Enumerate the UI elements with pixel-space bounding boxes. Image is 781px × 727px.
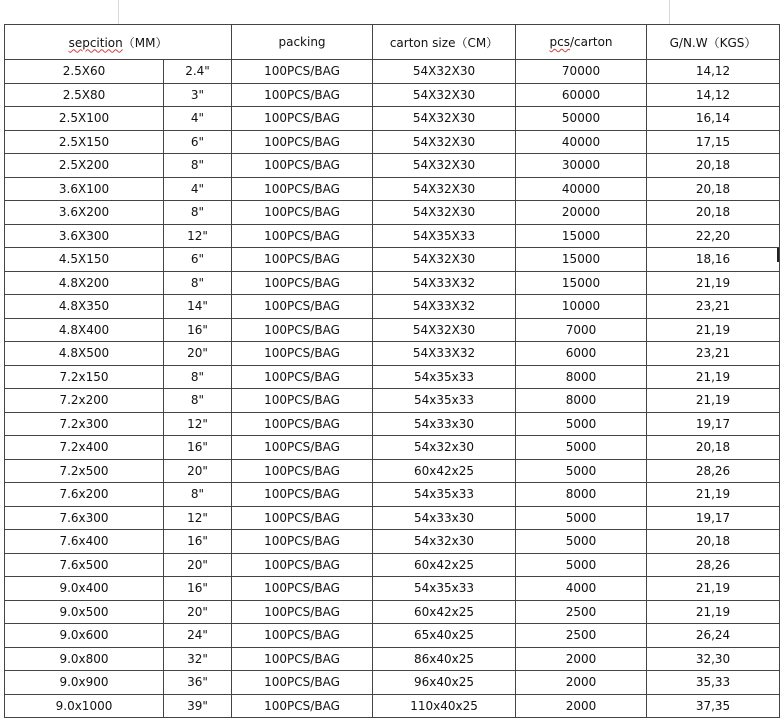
cell-gross-net-weight: 19,17: [647, 412, 780, 436]
cell-specification: 7.2x400: [5, 436, 164, 460]
cell-specification: 7.2x150: [5, 365, 164, 389]
cell-specification: 7.2x300: [5, 412, 164, 436]
specification-table: [4, 24, 780, 718]
cell-packing: 100PCS/BAG: [232, 295, 373, 319]
cell-specification: 4.8X350: [5, 295, 164, 319]
cell-pcs-per-carton: 2500: [516, 624, 647, 648]
cell-packing: 100PCS/BAG: [232, 60, 373, 84]
spellcheck-word: sepcition: [68, 35, 123, 50]
cell-specification: 2.5X100: [5, 107, 164, 131]
table-row: [5, 506, 780, 530]
table-row: [5, 201, 780, 225]
cell-specification: 7.6x500: [5, 553, 164, 577]
cell-specification: 9.0x400: [5, 577, 164, 601]
cell-pcs-per-carton: 5000: [516, 506, 647, 530]
cell-gross-net-weight: 20,18: [647, 154, 780, 178]
table-row: [5, 577, 780, 601]
cell-gross-net-weight: 22,20: [647, 224, 780, 248]
cell-gross-net-weight: 14,12: [647, 83, 780, 107]
cell-gross-net-weight: 21,19: [647, 483, 780, 507]
table-row: [5, 177, 780, 201]
cell-length-inch: 2.4": [164, 60, 232, 84]
cell-specification: 4.5X150: [5, 248, 164, 272]
cell-pcs-per-carton: 5000: [516, 436, 647, 460]
cell-length-inch: 8": [164, 389, 232, 413]
cell-packing: 100PCS/BAG: [232, 483, 373, 507]
cell-carton-size: 65x40x25: [373, 624, 516, 648]
cell-specification: 2.5X200: [5, 154, 164, 178]
cell-gross-net-weight: 28,26: [647, 459, 780, 483]
cell-length-inch: 8": [164, 365, 232, 389]
cell-carton-size: 54X32X30: [373, 130, 516, 154]
cell-specification: 7.2x200: [5, 389, 164, 413]
cell-specification: 2.5X80: [5, 83, 164, 107]
cell-specification: 4.8X400: [5, 318, 164, 342]
cell-packing: 100PCS/BAG: [232, 671, 373, 695]
cell-pcs-per-carton: 15000: [516, 248, 647, 272]
cell-packing: 100PCS/BAG: [232, 201, 373, 225]
cell-pcs-per-carton: 2000: [516, 671, 647, 695]
table-row: [5, 624, 780, 648]
cell-gross-net-weight: 23,21: [647, 295, 780, 319]
cell-length-inch: 8": [164, 201, 232, 225]
cell-pcs-per-carton: 15000: [516, 271, 647, 295]
cell-carton-size: 54x35x33: [373, 365, 516, 389]
header-pcs-carton: pcs/carton: [516, 25, 647, 60]
cell-packing: 100PCS/BAG: [232, 248, 373, 272]
cell-gross-net-weight: 18,16: [647, 248, 780, 272]
cell-pcs-per-carton: 10000: [516, 295, 647, 319]
cell-gross-net-weight: 17,15: [647, 130, 780, 154]
cell-pcs-per-carton: 2000: [516, 647, 647, 671]
cell-gross-net-weight: 20,18: [647, 201, 780, 225]
cell-packing: 100PCS/BAG: [232, 83, 373, 107]
table-row: [5, 412, 780, 436]
cell-length-inch: 8": [164, 271, 232, 295]
cell-carton-size: 96x40x25: [373, 671, 516, 695]
cell-pcs-per-carton: 2000: [516, 694, 647, 718]
cell-carton-size: 110x40x25: [373, 694, 516, 718]
cell-packing: 100PCS/BAG: [232, 318, 373, 342]
cell-pcs-per-carton: 5000: [516, 459, 647, 483]
cell-specification: 9.0x800: [5, 647, 164, 671]
cell-gross-net-weight: 20,18: [647, 177, 780, 201]
cell-packing: 100PCS/BAG: [232, 154, 373, 178]
cell-packing: 100PCS/BAG: [232, 389, 373, 413]
table-row: [5, 154, 780, 178]
table-row: [5, 647, 780, 671]
cell-carton-size: 54X33X32: [373, 342, 516, 366]
table-row: [5, 295, 780, 319]
cell-length-inch: 32": [164, 647, 232, 671]
cell-gross-net-weight: 35,33: [647, 671, 780, 695]
cell-specification: 4.8X500: [5, 342, 164, 366]
cell-length-inch: 8": [164, 483, 232, 507]
cell-pcs-per-carton: 40000: [516, 177, 647, 201]
cell-specification: 3.6X200: [5, 201, 164, 225]
cell-specification: 4.8X200: [5, 271, 164, 295]
cell-gross-net-weight: 20,18: [647, 436, 780, 460]
cell-packing: 100PCS/BAG: [232, 342, 373, 366]
header-gross-net-weight: G/N.W（KGS）: [647, 25, 780, 60]
cell-pcs-per-carton: 20000: [516, 201, 647, 225]
cell-carton-size: 54x32x30: [373, 530, 516, 554]
table-row: [5, 365, 780, 389]
cell-gross-net-weight: 23,21: [647, 342, 780, 366]
column-guide-line: [118, 0, 119, 24]
cell-pcs-per-carton: 5000: [516, 412, 647, 436]
cell-pcs-per-carton: 5000: [516, 530, 647, 554]
cell-packing: 100PCS/BAG: [232, 694, 373, 718]
cell-carton-size: 54X32X30: [373, 107, 516, 131]
cell-length-inch: 4": [164, 107, 232, 131]
cell-gross-net-weight: 21,19: [647, 600, 780, 624]
cell-gross-net-weight: 21,19: [647, 271, 780, 295]
cell-specification: 3.6X300: [5, 224, 164, 248]
header-carton-size: carton size（CM）: [373, 25, 516, 60]
cell-length-inch: 8": [164, 154, 232, 178]
cell-carton-size: 54X32X30: [373, 83, 516, 107]
cell-carton-size: 54x35x33: [373, 483, 516, 507]
cell-length-inch: 20": [164, 553, 232, 577]
cell-carton-size: 86x40x25: [373, 647, 516, 671]
cell-specification: 7.2x500: [5, 459, 164, 483]
cell-length-inch: 3": [164, 83, 232, 107]
cell-gross-net-weight: 14,12: [647, 60, 780, 84]
cell-carton-size: 54X33X32: [373, 295, 516, 319]
cell-packing: 100PCS/BAG: [232, 600, 373, 624]
cell-length-inch: 24": [164, 624, 232, 648]
cell-length-inch: 20": [164, 459, 232, 483]
cell-length-inch: 6": [164, 248, 232, 272]
cell-length-inch: 16": [164, 436, 232, 460]
cell-carton-size: 54x33x30: [373, 506, 516, 530]
table-row: [5, 694, 780, 718]
cell-pcs-per-carton: 60000: [516, 83, 647, 107]
cell-packing: 100PCS/BAG: [232, 412, 373, 436]
cell-specification: 9.0x500: [5, 600, 164, 624]
cell-carton-size: 60x42x25: [373, 459, 516, 483]
cell-pcs-per-carton: 70000: [516, 60, 647, 84]
cell-packing: 100PCS/BAG: [232, 624, 373, 648]
cell-pcs-per-carton: 8000: [516, 483, 647, 507]
cell-carton-size: 54X32X30: [373, 60, 516, 84]
header-packing: packing: [232, 25, 373, 60]
cell-carton-size: 54x32x30: [373, 436, 516, 460]
cell-gross-net-weight: 20,18: [647, 530, 780, 554]
table-row: [5, 671, 780, 695]
cell-length-inch: 16": [164, 530, 232, 554]
table-row: [5, 130, 780, 154]
cell-specification: 7.6x300: [5, 506, 164, 530]
cell-packing: 100PCS/BAG: [232, 177, 373, 201]
cell-gross-net-weight: 32,30: [647, 647, 780, 671]
table-row: [5, 459, 780, 483]
cell-carton-size: 54X35X33: [373, 224, 516, 248]
cell-packing: 100PCS/BAG: [232, 224, 373, 248]
cell-length-inch: 36": [164, 671, 232, 695]
cell-packing: 100PCS/BAG: [232, 530, 373, 554]
cell-gross-net-weight: 21,19: [647, 577, 780, 601]
cell-gross-net-weight: 19,17: [647, 506, 780, 530]
table-row: [5, 342, 780, 366]
cell-pcs-per-carton: 30000: [516, 154, 647, 178]
cell-carton-size: 54X32X30: [373, 318, 516, 342]
table-header-row: [5, 25, 780, 60]
cell-carton-size: 54X32X30: [373, 177, 516, 201]
table-row: [5, 83, 780, 107]
cell-specification: 9.0x1000: [5, 694, 164, 718]
cell-gross-net-weight: 28,26: [647, 553, 780, 577]
cell-pcs-per-carton: 2500: [516, 600, 647, 624]
cell-pcs-per-carton: 6000: [516, 342, 647, 366]
cell-gross-net-weight: 21,19: [647, 389, 780, 413]
cell-gross-net-weight: 37,35: [647, 694, 780, 718]
cell-pcs-per-carton: 5000: [516, 553, 647, 577]
cell-length-inch: 12": [164, 412, 232, 436]
cell-carton-size: 60x42x25: [373, 553, 516, 577]
cell-packing: 100PCS/BAG: [232, 506, 373, 530]
cell-gross-net-weight: 21,19: [647, 365, 780, 389]
cell-length-inch: 14": [164, 295, 232, 319]
cell-packing: 100PCS/BAG: [232, 459, 373, 483]
column-guide-line: [669, 0, 670, 24]
cell-length-inch: 20": [164, 600, 232, 624]
table-row: [5, 107, 780, 131]
table-row: [5, 60, 780, 84]
cell-packing: 100PCS/BAG: [232, 107, 373, 131]
table-row: [5, 436, 780, 460]
cell-carton-size: 54X32X30: [373, 154, 516, 178]
cell-specification: 2.5X150: [5, 130, 164, 154]
cell-pcs-per-carton: 7000: [516, 318, 647, 342]
spellcheck-word: pcs: [549, 35, 570, 49]
cell-length-inch: 20": [164, 342, 232, 366]
cell-carton-size: 54X32X30: [373, 201, 516, 225]
cell-specification: 7.6x400: [5, 530, 164, 554]
table-row: [5, 600, 780, 624]
cell-packing: 100PCS/BAG: [232, 365, 373, 389]
table-row: [5, 530, 780, 554]
cell-packing: 100PCS/BAG: [232, 647, 373, 671]
table-row: [5, 553, 780, 577]
cell-pcs-per-carton: 40000: [516, 130, 647, 154]
cell-carton-size: 54X33X32: [373, 271, 516, 295]
cell-gross-net-weight: 21,19: [647, 318, 780, 342]
cell-packing: 100PCS/BAG: [232, 436, 373, 460]
cell-packing: 100PCS/BAG: [232, 130, 373, 154]
cell-carton-size: 60x42x25: [373, 600, 516, 624]
cell-length-inch: 12": [164, 224, 232, 248]
cell-carton-size: 54x35x33: [373, 577, 516, 601]
cell-length-inch: 6": [164, 130, 232, 154]
table-row: [5, 271, 780, 295]
cell-length-inch: 16": [164, 577, 232, 601]
cell-specification: 9.0x900: [5, 671, 164, 695]
cell-pcs-per-carton: 8000: [516, 365, 647, 389]
cell-length-inch: 4": [164, 177, 232, 201]
cell-packing: 100PCS/BAG: [232, 271, 373, 295]
cell-length-inch: 16": [164, 318, 232, 342]
table-row: [5, 389, 780, 413]
table-row: [5, 248, 780, 272]
table-row: [5, 224, 780, 248]
cell-pcs-per-carton: 4000: [516, 577, 647, 601]
cell-length-inch: 39": [164, 694, 232, 718]
cell-packing: 100PCS/BAG: [232, 553, 373, 577]
cell-specification: 2.5X60: [5, 60, 164, 84]
cell-pcs-per-carton: 15000: [516, 224, 647, 248]
header-specification: sepcition（MM）: [5, 25, 232, 60]
cell-gross-net-weight: 26,24: [647, 624, 780, 648]
cell-pcs-per-carton: 50000: [516, 107, 647, 131]
cell-carton-size: 54x33x30: [373, 412, 516, 436]
cell-length-inch: 12": [164, 506, 232, 530]
cell-specification: 9.0x600: [5, 624, 164, 648]
cell-gross-net-weight: 16,14: [647, 107, 780, 131]
cell-pcs-per-carton: 8000: [516, 389, 647, 413]
cell-packing: 100PCS/BAG: [232, 577, 373, 601]
table-row: [5, 483, 780, 507]
table-row: [5, 318, 780, 342]
cell-carton-size: 54X32X30: [373, 248, 516, 272]
cell-carton-size: 54x35x33: [373, 389, 516, 413]
cell-specification: 3.6X100: [5, 177, 164, 201]
cell-specification: 7.6x200: [5, 483, 164, 507]
